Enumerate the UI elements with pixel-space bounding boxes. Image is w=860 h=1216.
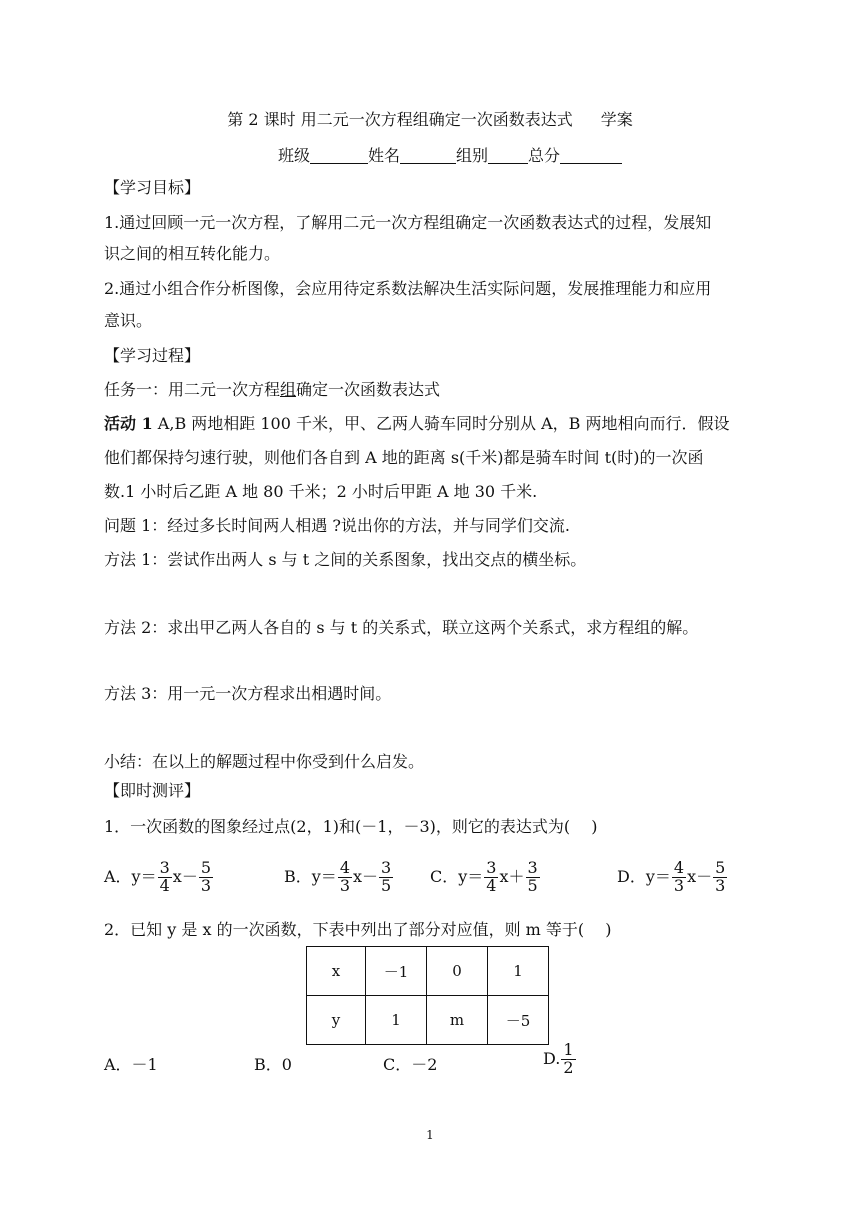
score-label: 总分 <box>528 146 561 165</box>
class-blank[interactable] <box>310 147 368 164</box>
table-row <box>307 947 549 996</box>
table-row <box>307 996 549 1045</box>
table-cell: －1 <box>366 947 427 996</box>
q2-stem: 2．已知 y 是 x 的一次函数，下表中列出了部分对应值，则 m 等于( ) <box>104 920 612 939</box>
activity-line-3: 数.1 小时后乙距 A 地 80 千米；2 小时后甲距 A 地 30 千米. <box>104 482 538 501</box>
page-title <box>0 107 860 130</box>
process-heading: 【学习过程】 <box>104 346 201 365</box>
method-2: 方法 2：求出甲乙两人各自的 s 与 t 的关系式，联立这两个关系式，求方程组的解。 <box>104 618 699 637</box>
title-main: 第 2 课时 用二元一次方程组确定一次函数表达式 <box>227 110 573 129</box>
objective-1-line-2: 识之间的相互转化能力。 <box>104 244 281 263</box>
task-prefix: 任务一：用二元一次方程 <box>104 380 281 399</box>
table-cell: x <box>307 947 366 996</box>
evaluation-heading: 【即时测评】 <box>104 781 201 800</box>
task-suffix: 确定一次函数表达式 <box>296 380 441 399</box>
task-one <box>104 378 440 402</box>
score-blank[interactable] <box>560 147 622 164</box>
q1-option-b: B．y＝ $\frac{4}{3}$ x－ $\frac{3}{5}$ <box>284 858 392 895</box>
objective-2-line-1: 2.通过小组合作分析图像，会应用待定系数法解决生活实际问题，发展推理能力和应用 <box>104 279 712 298</box>
q1-option-d: D．y＝ $\frac{4}{3}$ x－ $\frac{5}{3}$ <box>617 858 726 895</box>
objective-1-line-1: 1.通过回顾一元一次方程，了解用二元一次方程组确定一次函数表达式的过程，发展知 <box>104 213 712 232</box>
q2-option-a: A．－1 <box>104 1055 158 1074</box>
q2-option-d: D. $\frac{1}{2}$ <box>543 1040 574 1077</box>
q2-option-b: B．0 <box>254 1055 292 1074</box>
table-cell: y <box>307 996 366 1045</box>
activity-line-2: 他们都保持匀速行驶，则他们各自到 A 地的距离 s(千米)都是骑车时间 t(时)的一次函 <box>104 448 704 467</box>
method-1: 方法 1：尝试作出两人 s 与 t 之间的关系图象，找出交点的横坐标。 <box>104 550 587 569</box>
class-label: 班级 <box>278 146 311 165</box>
table-cell: －5 <box>488 996 549 1045</box>
title-suffix: 学案 <box>600 110 633 129</box>
q1-stem: 1．一次函数的图象经过点(2，1)和(－1，－3)，则它的表达式为( ) <box>104 817 598 836</box>
table-cell: m <box>427 996 488 1045</box>
activity-label: 活动 1 <box>104 414 153 433</box>
objective-2-line-2: 意识。 <box>104 311 153 330</box>
name-blank[interactable] <box>400 147 456 164</box>
table-cell: 1 <box>488 947 549 996</box>
table-cell: 0 <box>427 947 488 996</box>
method-3: 方法 3：用一元一次方程求出相遇时间。 <box>104 684 392 703</box>
name-label: 姓名 <box>368 146 401 165</box>
activity-text-1: A,B 两地相距 100 千米，甲、乙两人骑车同时分别从 A，B 两地相向而行．假设 <box>152 414 730 433</box>
objectives-heading: 【学习目标】 <box>104 178 201 197</box>
value-table <box>306 946 549 1045</box>
q2-option-c: C．－2 <box>383 1055 438 1074</box>
page-number: 1 <box>426 1128 434 1142</box>
task-underlined-word: 组 <box>280 380 297 399</box>
q1-option-a: A．y＝ $\frac{3}{4}$ x－ $\frac{5}{3}$ <box>104 858 212 895</box>
student-info-row <box>278 143 622 166</box>
q1-option-c: C．y＝ $\frac{3}{4}$ x＋ $\frac{3}{5}$ <box>430 858 538 895</box>
question-1: 问题 1：经过多长时间两人相遇 ?说出你的方法，并与同学们交流. <box>104 516 571 535</box>
activity-line-1 <box>104 412 730 436</box>
group-blank[interactable] <box>488 147 528 164</box>
group-label: 组别 <box>456 146 489 165</box>
summary: 小结：在以上的解题过程中你受到什么启发。 <box>104 752 425 771</box>
table-cell: 1 <box>366 996 427 1045</box>
